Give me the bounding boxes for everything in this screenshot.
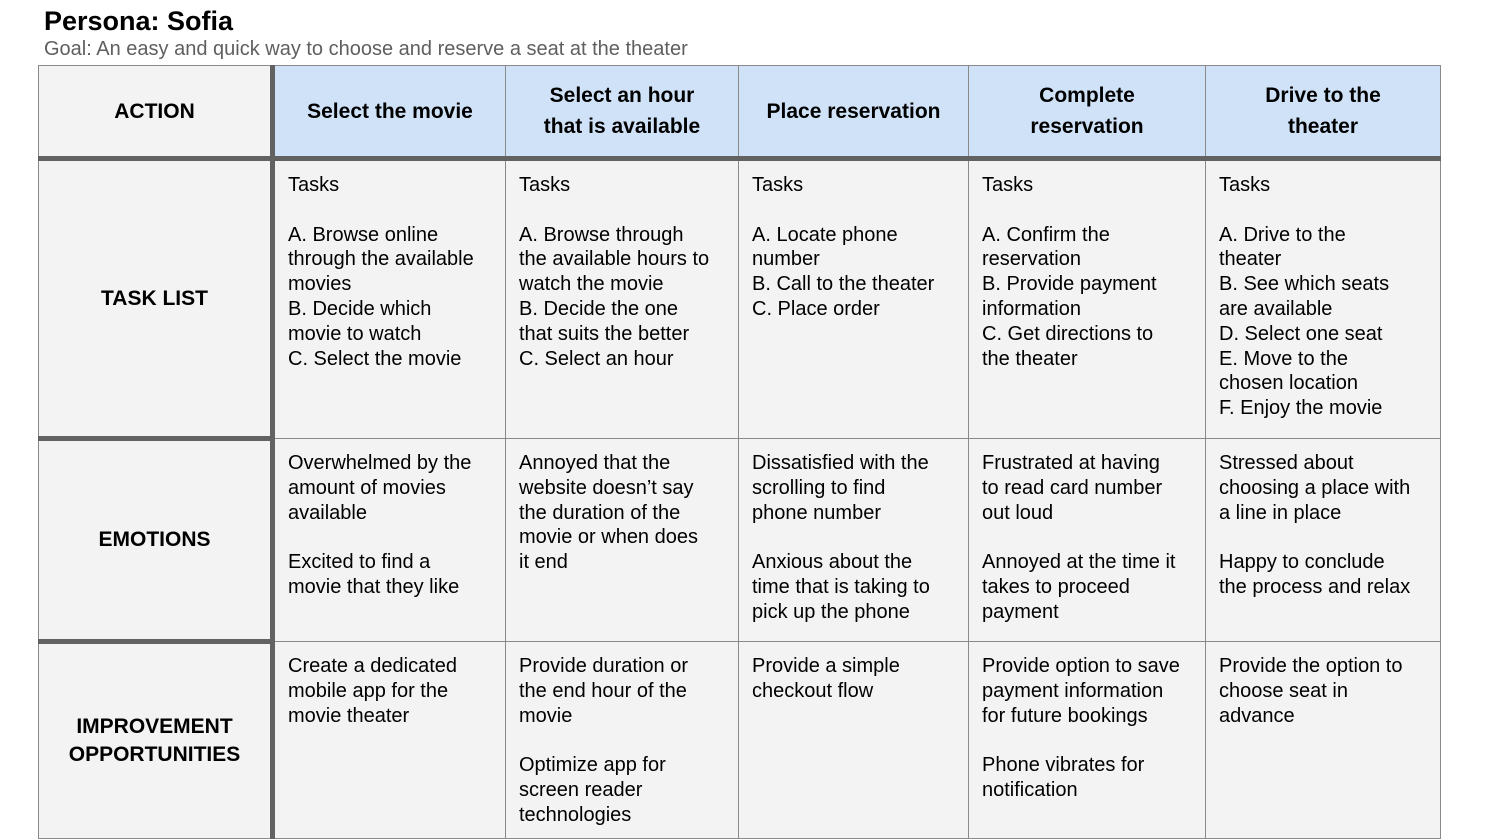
stage-header-line: that is available [543,115,701,138]
emotions-row [39,439,1441,642]
task-line: movie to watch [288,322,422,345]
emotion-line: amount of movies [288,476,446,499]
stage-header-cell [1206,66,1441,159]
task-cell [506,159,739,439]
emotion-line: available [288,501,367,524]
emotion-line: scrolling to find [752,476,886,499]
task-cell-content [1206,161,1440,429]
improvement-opportunities-row [39,642,1441,839]
task-line: B. Provide payment [982,273,1157,296]
emotions-row-header [39,439,273,642]
improvement-cell-content [1206,642,1440,736]
improvements-label-line: IMPROVEMENT [76,715,233,738]
task-line: B. See which seats [1219,273,1390,296]
task-line: chosen location [1219,372,1358,395]
improvement-line: movie theater [288,704,410,727]
emotion-cell-content [506,439,738,583]
emotion-cell [739,439,969,642]
task-cell-content [739,161,968,330]
stage-header-line: Place reservation [766,99,941,123]
improvement-line: Provide a simple [752,655,900,677]
improvement-line: Phone vibrates for [982,754,1145,777]
improvement-line: payment information [982,679,1164,702]
emotions-label: EMOTIONS [98,528,211,551]
task-line: through the available [288,248,474,271]
emotion-line: Anxious about the [752,551,913,574]
improvement-line: checkout flow [752,679,874,702]
emotion-line: Annoyed that the [519,452,671,474]
task-line: reservation [982,248,1081,271]
emotion-line: Overwhelmed by the [288,452,472,474]
task-list-label: TASK LIST [101,286,208,310]
improvement-line: choose seat in [1219,679,1348,702]
task-line: C. Place order [752,297,880,320]
spacer [752,525,956,550]
task-line: B. Decide the one [519,297,678,320]
task-line: C. Select an hour [519,347,674,370]
improvement-cell [506,642,739,839]
tasks-heading: Tasks [519,174,571,196]
improvement-line: Provide the option to [1219,655,1403,677]
emotion-cell [506,439,739,642]
task-line: A. Confirm the [982,223,1110,246]
task-line: A. Browse through [519,223,684,246]
emotion-line: phone number [752,501,881,524]
improvement-cell-content [969,642,1205,811]
task-line: C. Get directions to [982,322,1154,345]
stage-header-cell [969,66,1206,159]
emotion-line: Dissatisfied with the [752,452,929,474]
task-line: B. Call to the theater [752,273,935,296]
spacer [982,728,1193,753]
improvement-line: notification [982,778,1078,801]
improvement-line: Optimize app for [519,754,666,777]
improvement-line: for future bookings [982,704,1148,727]
tasks-heading: Tasks [1219,174,1271,196]
task-line: A. Locate phone [752,223,898,246]
persona-goal: Goal: An easy and quick way to choose and reserve a seat at the theater [44,38,688,60]
emotion-line: choosing a place with [1219,476,1411,499]
emotion-cell-content [1206,439,1440,608]
emotion-line: movie or when does [519,526,698,549]
stage-header-cell [739,66,969,159]
improvement-line: the end hour of the [519,679,687,702]
task-list-row [39,159,1441,439]
task-list-row-header [39,159,273,439]
emotion-line: a line in place [1219,501,1342,524]
emotion-line: website doesn’t say [519,476,694,499]
stage-header-line: Select an hour [549,84,695,107]
stage-header-line: theater [1287,115,1359,138]
action-header-label: ACTION [114,99,195,123]
emotion-line: Annoyed at the time it [982,551,1176,574]
task-line: E. Move to the [1219,347,1348,370]
tasks-heading: Tasks [288,174,340,196]
task-line: the available hours to [519,248,710,271]
emotion-line: the process and relax [1219,575,1411,598]
emotion-cell-content [275,439,505,608]
task-cell [1206,159,1441,439]
improvement-cell [969,642,1206,839]
stage-header-line: reservation [1030,115,1144,138]
task-cell [273,159,506,439]
improvement-line: advance [1219,704,1295,727]
task-cell-content [506,161,738,379]
emotion-line: Excited to find a [288,551,431,574]
emotion-cell [1206,439,1441,642]
task-cell [739,159,969,439]
emotion-line: Happy to conclude [1219,551,1385,574]
task-line: theater [1219,248,1282,271]
stage-header-cell [273,66,506,159]
task-line: information [982,297,1081,320]
emotion-line: Frustrated at having [982,452,1160,474]
improvement-line: screen reader [519,778,643,801]
task-line: F. Enjoy the movie [1219,397,1383,420]
improvement-line: technologies [519,803,632,826]
improvement-line: mobile app for the [288,679,449,702]
emotion-line: the duration of the [519,501,681,524]
improvement-cell [739,642,969,839]
improvements-label-line: OPPORTUNITIES [68,743,241,766]
emotion-line: takes to proceed [982,575,1130,598]
task-line: A. Browse online [288,223,439,246]
emotion-cell-content [739,439,968,633]
spacer [982,525,1193,550]
stage-header-line: Complete [1039,84,1135,107]
stage-header-line: Drive to the [1265,84,1381,107]
emotion-cell-content [969,439,1205,633]
task-line: movies [288,273,352,296]
emotion-line: Stressed about [1219,452,1354,474]
task-line: number [752,248,820,271]
task-line: watch the movie [519,273,664,296]
task-line: the theater [982,347,1078,370]
emotion-cell [969,439,1206,642]
persona-title: Persona: Sofia [44,6,234,36]
task-cell-content [969,161,1205,379]
emotion-line: out loud [982,501,1054,524]
tasks-heading: Tasks [752,174,804,196]
emotion-cell [273,439,506,642]
spacer [1219,525,1428,550]
emotion-line: pick up the phone [752,600,910,623]
improvement-line: Provide option to save [982,655,1180,677]
emotion-line: to read card number [982,476,1163,499]
tasks-heading: Tasks [982,174,1034,196]
improvement-cell [273,642,506,839]
header-row [39,66,1441,159]
journey-map-table [38,65,1441,839]
spacer [752,198,956,223]
spacer [288,198,493,223]
task-line: D. Select one seat [1219,322,1383,345]
improvement-cell-content [506,642,738,836]
stage-header-cell [506,66,739,159]
emotion-line: it end [519,551,568,574]
task-line: are available [1219,297,1333,320]
action-header-cell [39,66,273,159]
improvement-cell [1206,642,1441,839]
improvement-line: Provide duration or [519,655,688,677]
emotion-line: time that is taking to [752,575,930,598]
improvement-line: movie [519,704,573,727]
spacer [982,198,1193,223]
task-line: C. Select the movie [288,347,462,370]
task-cell-content [275,161,505,379]
improvement-cell-content [275,642,505,736]
task-line: A. Drive to the [1219,223,1346,246]
stage-header-line: Select the movie [307,99,473,123]
emotion-line: movie that they like [288,575,460,598]
spacer [519,728,726,753]
task-line: B. Decide which [288,297,432,320]
improvement-line: Create a dedicated [288,655,458,677]
spacer [288,525,493,550]
spacer [1219,198,1428,223]
task-line: that suits the better [519,322,690,345]
task-cell [969,159,1206,439]
improvement-cell-content [739,642,968,712]
spacer [519,198,726,223]
emotion-line: payment [982,600,1059,623]
improvements-row-header [39,642,273,839]
